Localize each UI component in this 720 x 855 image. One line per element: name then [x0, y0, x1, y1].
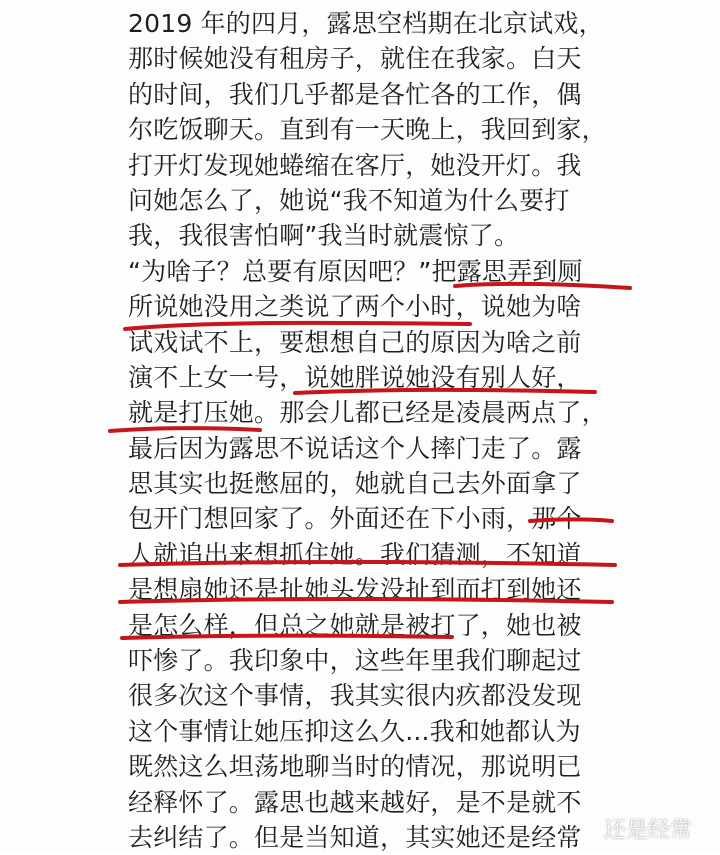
- text-line: 经释怀了。露思也越来越好，是不是就不: [128, 787, 582, 817]
- text-line: 演不上女一号，说她胖说她没有别人好，: [128, 362, 582, 392]
- text-line: 吓惨了。我印象中，这些年里我们聊起过: [128, 646, 582, 676]
- text-line: 就是打压她。那会儿都已经是凌晨两点了，: [128, 398, 607, 428]
- article-body: [128, 6, 648, 855]
- text-line: 是想扇她还是扯她头发没扯到而打到她还: [128, 575, 582, 605]
- text-line: 2019 年的四月，露思空档期在北京试戏，: [128, 9, 604, 38]
- text-line: 那时候她没有租房子，就住在我家。白天: [128, 44, 582, 74]
- text-line: 试戏试不上，要想想自己的原因为啥之前: [128, 327, 582, 357]
- text-line: 包开门想回家了。外面还在下小雨，那个: [128, 504, 582, 534]
- text-line: 是怎么样，但总之她就是被打了，她也被: [128, 610, 582, 640]
- text-line: 的时间，我们几乎都是各忙各的工作，偶: [128, 79, 582, 109]
- text-line: “为啥子？总要有原因吧？”把露思弄到厕: [128, 256, 583, 286]
- text-line: 很多次这个事情，我其实很内疚都没发现: [128, 681, 582, 711]
- text-line: 最后因为露思不说话这个人摔门走了。露: [128, 433, 582, 463]
- text-line: 尔吃饭聊天。直到有一天晚上，我回到家，: [128, 115, 607, 145]
- text-line: 问她怎么了，她说“我不知道为什么要打: [128, 185, 570, 215]
- text-line: 去纠结了。但是当知道，其实她还是经常: [128, 822, 582, 852]
- text-line: 既然这么坦荡地聊当时的情况，那说明已: [128, 752, 582, 782]
- text-line: 所说她没用之类说了两个小时，说她为啥: [128, 292, 582, 322]
- text-line: 这个事情让她压抑这么久...我和她都认为: [128, 716, 581, 746]
- text-line: 思其实也挺憋屈的，她就自己去外面拿了: [128, 469, 582, 499]
- text-line: 我，我很害怕啊”我当时就震惊了。: [128, 221, 520, 251]
- text-line: 打开灯发现她蜷缩在客厅，她没开灯。我: [128, 150, 582, 180]
- watermark: 还是经常: [603, 818, 692, 843]
- text-line: 人就追出来想抓住她。我们猜测，不知道: [128, 539, 582, 569]
